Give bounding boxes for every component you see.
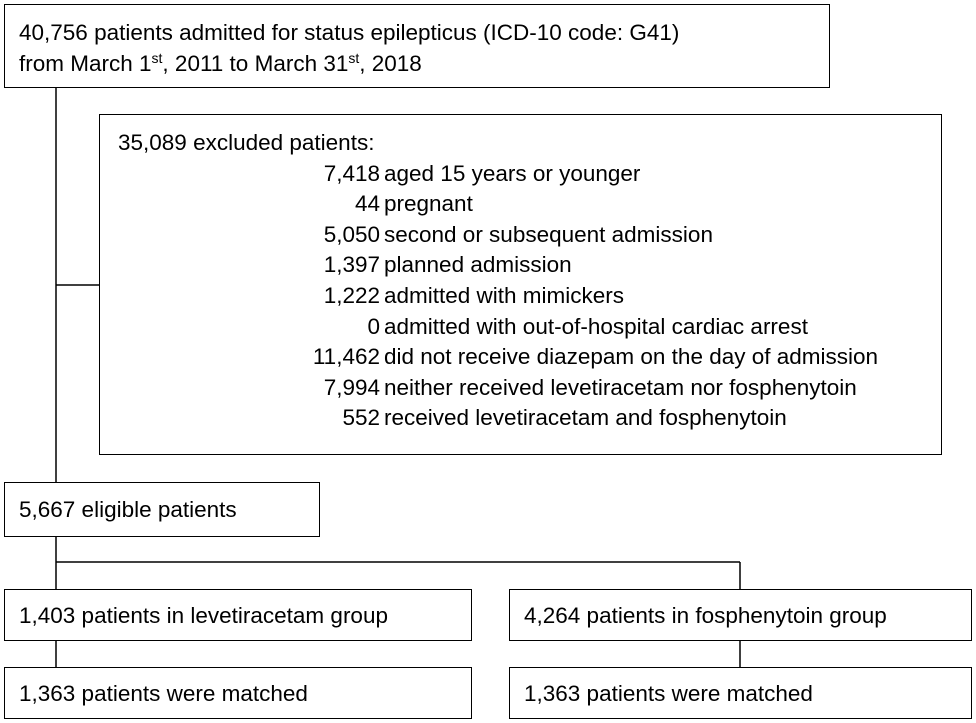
exclusion-reason: aged 15 years or younger (384, 160, 641, 186)
exclusion-row (118, 189, 941, 220)
fosphenytoin-matched-box (509, 667, 972, 719)
exclusion-row (118, 312, 941, 343)
levetiracetam-group-text: 1,403 patients in levetiracetam group (19, 603, 388, 628)
exclusion-reason: second or subsequent admission (384, 221, 713, 247)
exclusion-count: 552 (342, 405, 380, 431)
exclusion-count: 11,462 (312, 344, 380, 370)
exclusion-count: 1,222 (323, 282, 380, 308)
excluded-patients-box (99, 114, 942, 455)
excluded-header: 35,089 excluded patients: (118, 130, 375, 155)
exclusion-count: 0 (367, 313, 380, 339)
exclusion-count: 7,994 (323, 374, 380, 400)
exclusion-row (118, 250, 941, 281)
levetiracetam-matched-text: 1,363 patients were matched (19, 681, 308, 706)
exclusion-row (118, 220, 941, 251)
date-range-text-mid: , 2011 to March 31 (162, 51, 349, 76)
exclusion-count: 1,397 (323, 252, 380, 278)
date-range-text-end: , 2018 (359, 51, 422, 76)
levetiracetam-group-box (4, 589, 472, 641)
exclusion-reason: pregnant (384, 191, 473, 217)
total-admitted-box (4, 4, 830, 88)
exclusion-count: 7,418 (323, 160, 380, 186)
exclusion-reason: admitted with out-of-hospital cardiac arrest (384, 313, 808, 339)
fosphenytoin-matched-text: 1,363 patients were matched (524, 681, 813, 706)
exclusion-reason: received levetiracetam and fosphenytoin (384, 405, 787, 431)
exclusion-row (118, 373, 941, 404)
exclusion-row (118, 342, 941, 373)
ordinal-suffix-end: st (348, 49, 360, 66)
exclusion-reason: admitted with mimickers (384, 282, 625, 308)
exclusion-row (118, 159, 941, 190)
exclusion-count: 5,050 (323, 221, 380, 247)
ordinal-suffix-start: st (151, 49, 163, 66)
levetiracetam-matched-box (4, 667, 472, 719)
fosphenytoin-group-text: 4,264 patients in fosphenytoin group (524, 603, 887, 628)
exclusion-reason: planned admission (384, 252, 572, 278)
exclusion-reason: did not receive diazepam on the day of admission (384, 344, 879, 370)
total-admitted-line1: 40,756 patients admitted for status epilepticus (ICD-10 code: G41) (19, 20, 680, 45)
fosphenytoin-group-box (509, 589, 972, 641)
eligible-patients-box (4, 482, 320, 537)
eligible-patients-text: 5,667 eligible patients (19, 497, 237, 522)
exclusion-row (118, 281, 941, 312)
total-admitted-line2 (19, 48, 829, 79)
date-range-text-start: from March 1 (19, 51, 152, 76)
exclusion-reason: neither received levetiracetam nor fosphenytoin (384, 374, 857, 400)
exclusion-row (118, 403, 941, 434)
exclusion-count: 44 (354, 191, 380, 217)
